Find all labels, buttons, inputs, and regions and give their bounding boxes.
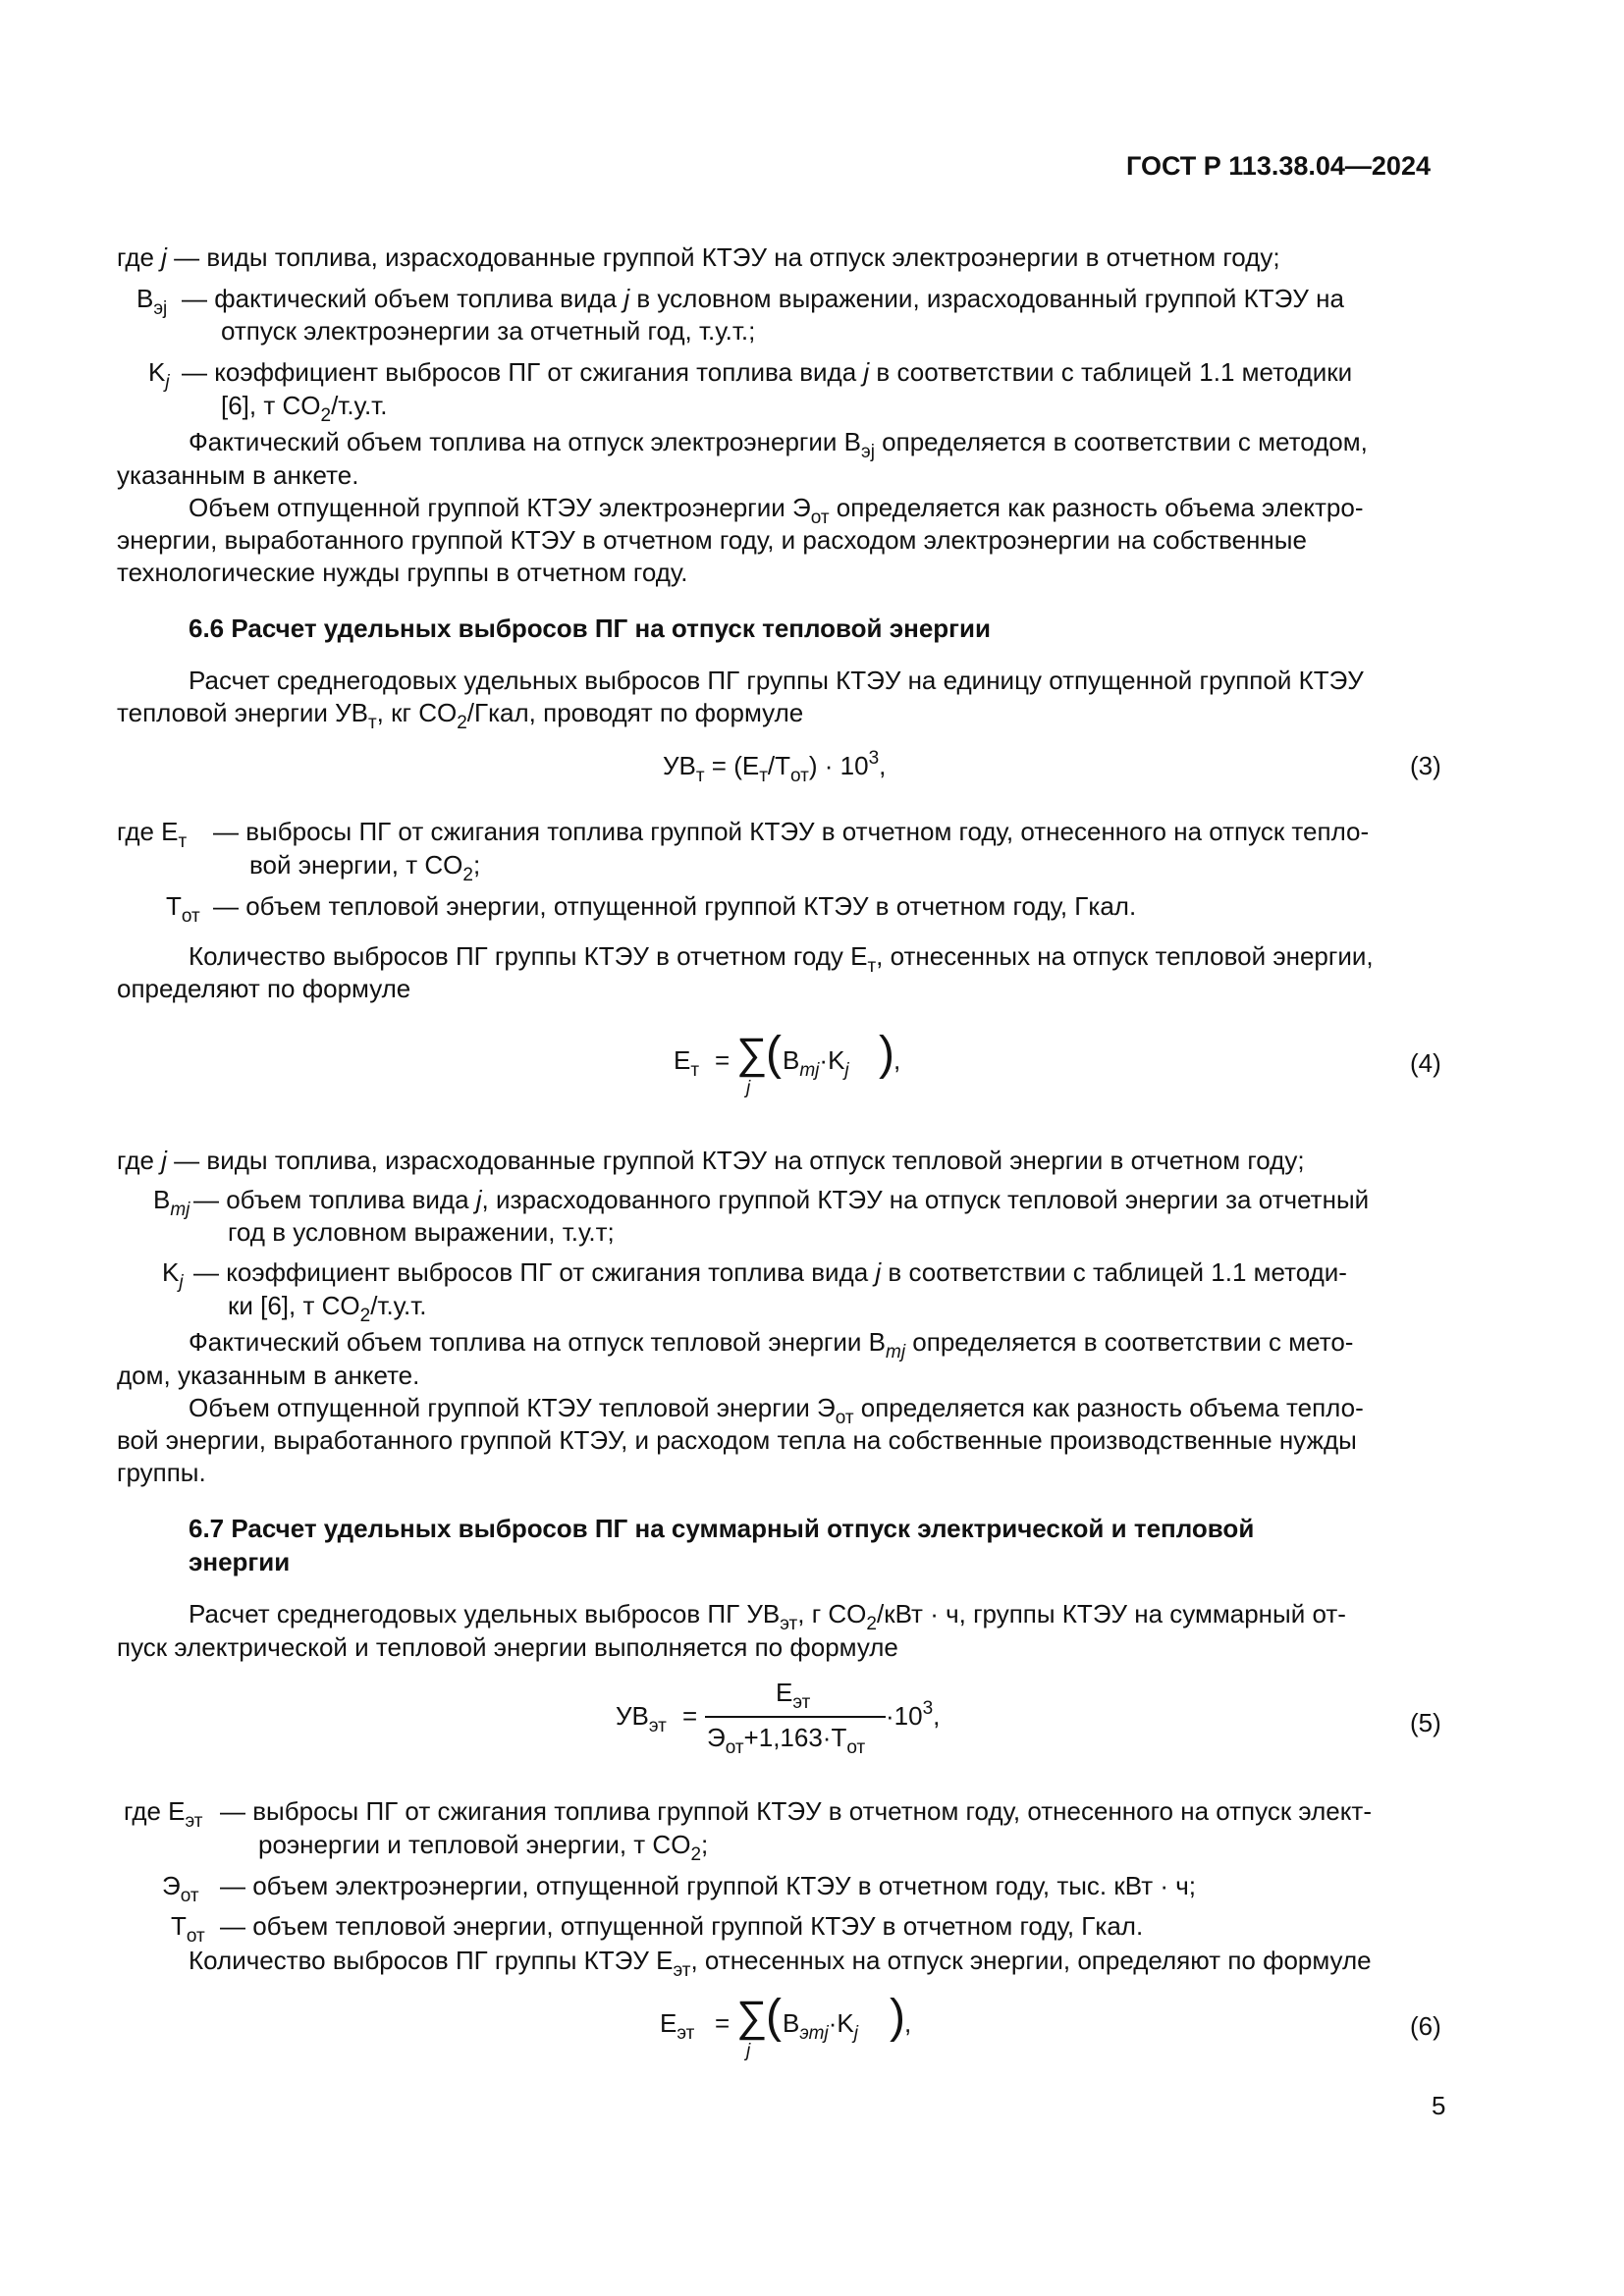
t-ot-definition: $T_{от}$ — [166, 891, 200, 927]
t-ot-text-2: — объем тепловой энергии, отпущенной группой КТЭУ в отчетном году, Гкал. — [220, 1911, 1144, 1941]
b-ej-definition: $B_{эj}$ — [136, 284, 168, 319]
volume-paragraph-1b: энергии, выработанного группой КТЭУ в отчетном году, и расходом электроэнергии на собственные — [117, 525, 1307, 555]
where-j-line: где j — виды топлива, израсходованные группой КТЭУ на отпуск электроэнергии в отчетном году; — [117, 242, 1280, 272]
e-et-definition: где $E_{эт}$ — [124, 1796, 203, 1832]
t-ot-text: — объем тепловой энергии, отпущенной группой КТЭУ в отчетном году, Гкал. — [213, 891, 1137, 921]
where-j-line-2: где j — виды топлива, израсходованные группой КТЭУ на отпуск тепловой энергии в отчетном году; — [117, 1146, 1305, 1175]
sigma-symbol-2: ∑ — [736, 1993, 768, 2041]
s67-intro-2: пуск электрической и тепловой энергии выполняется по формуле — [117, 1632, 898, 1662]
volume-paragraph-2: Объем отпущенной группой КТЭУ тепловой энергии $Э_{от}$ определяется как разность объема тепло- — [189, 1393, 1364, 1428]
e-ot-text: — объем электроэнергии, отпущенной группой КТЭУ в отчетном году, тыс. кВт · ч; — [220, 1871, 1196, 1900]
volume-paragraph-2b: вой энергии, выработанного группой КТЭУ, и расходом тепла на собственные производственные нужды — [117, 1425, 1357, 1455]
e-t-definition: где $E_т$ — [117, 817, 188, 852]
fact-paragraph-1b: указанным в анкете. — [117, 460, 359, 490]
volume-paragraph-1: Объем отпущенной группой КТЭУ электроэнергии $Э_{от}$ определяется как разность объема электро- — [189, 493, 1364, 528]
k-tj-definition: $K_j$ — [162, 1257, 184, 1293]
k-tj-text: — коэффициент выбросов ПГ от сжигания топлива вида j в соответствии с таблицей 1.1 методи- — [193, 1257, 1347, 1287]
fraction-bar — [705, 1716, 886, 1718]
volume-paragraph-1c: технологические нужды группы в отчетном году. — [117, 558, 688, 587]
b-ej-text-2: отпуск электроэнергии за отчетный год, т.у.т.; — [221, 316, 756, 346]
k-j-text-2: [6], т $CO_2/т.у.т$. — [221, 391, 388, 426]
formula-4-number: (4) — [1410, 1048, 1441, 1078]
b-ej-text: — фактический объем топлива вида j в условном выражении, израсходованный группой КТЭУ на — [182, 284, 1344, 313]
section-6-7-heading: 6.7 Расчет удельных выбросов ПГ на суммарный отпуск электрической и тепловой — [189, 1514, 1255, 1543]
fact-paragraph-1: Фактический объем топлива на отпуск электроэнергии $B_{эj}$ определяется в соответствии с методом, — [189, 427, 1368, 462]
t-ot-definition-2: $T_{от}$ — [171, 1911, 205, 1947]
s66-intro-2: тепловой энергии $УВ_т$, кг $CO_2$/Гкал, проводят по формуле — [117, 698, 804, 733]
volume-paragraph-2c: группы. — [117, 1458, 206, 1487]
formula-6-number: (6) — [1410, 2011, 1441, 2041]
k-j-text: — коэффициент выбросов ПГ от сжигания топлива вида j в соответствии с таблицей 1.1 методики — [182, 357, 1353, 387]
s66-intro-1: Расчет среднегодовых удельных выбросов ПГ группы КТЭУ на единицу отпущенной группой КТЭУ — [189, 666, 1364, 695]
e-et-text: — выбросы ПГ от сжигания топлива группой КТЭУ в отчетном году, отнесенного на отпуск элект- — [220, 1796, 1372, 1826]
b-tj-definition: $B_{тj}$ — [153, 1185, 190, 1220]
section-6-7-heading-2: энергии — [189, 1547, 291, 1576]
b-tj-text: — объем топлива вида j, израсходованного группой КТЭУ на отпуск тепловой энергии за отчетный — [193, 1185, 1370, 1214]
section-6-6-heading: 6.6 Расчет удельных выбросов ПГ на отпуск тепловой энергии — [189, 614, 991, 643]
k-j-definition: $K_j$ — [148, 357, 170, 393]
e-et-text-2: роэнергии и тепловой энергии, т $CO_2$; — [258, 1830, 709, 1865]
e-t-text: — выбросы ПГ от сжигания топлива группой КТЭУ в отчетном году, отнесенного на отпуск тепло- — [213, 817, 1370, 846]
k-tj-text-2: ки [6], т $CO_2/т.у.т$. — [228, 1291, 427, 1326]
page-number: 5 — [1432, 2091, 1446, 2120]
b-tj-text-2: год в условном выражении, т.у.т; — [228, 1217, 615, 1247]
fact-paragraph-2b: дом, указанным в анкете. — [117, 1361, 420, 1390]
document-page: ГОСТ Р 113.38.04—2024 где j — виды топлива, израсходованные группой КТЭУ на отпуск электроэнергии в отчетном году; $B_{эj}$ — фактический объем топлива вида j в условном выражении, израсходованный группой КТЭУ на отпуск электроэнергии за отчетный год, т.у.т.; $K_j$ — коэффициент выбросов ПГ от сжигания топлива вида j в соответствии с таблицей 1.1 методики [6], т $CO_2/т.у.т$. Фактический объем топлива на отпуск электроэнергии $B_{эj}$ определяется в соответствии с методом, указанным в анкете. Объем отпущенной группой КТЭУ электроэнергии $Э_{от}$ определяется как разность объема электро- энергии, выработанного группой КТЭУ в отчетном году, и расходом электроэнергии на собственные технологические нужды группы в отчетном году. 6.6 Расчет удельных выбросов ПГ на отпуск тепловой энергии Расчет среднегодовых удельных выбросов ПГ группы КТЭУ на единицу отпущенной группой КТЭУ тепловой энергии $УВ_т$, кг $CO_2$/Гкал, проводят по формуле $УВ_т = (E_т/T_{от}) \cdot 10^3$, (3) где $E_т$ — выбросы ПГ от сжигания топлива группой КТЭУ в отчетном году, отнесенного на отпуск тепло- вой энергии, т $CO_2$; $T_{от}$ — объем тепловой энергии, отпущенной группой КТЭУ в отчетном году, Гкал. Количество выбросов ПГ группы КТЭУ в отчетном году $E_т$, отнесенных на отпуск тепловой энергии, определяют по формуле $E_т$ = ∑ j ( $B_{тj}\cdot K_j$ ) , (4) где j — виды топлива, израсходованные группой КТЭУ на отпуск тепловой энергии в отчетном году; $B_{тj}$ — объем топлива вида j, израсходованного группой КТЭУ на отпуск тепловой энергии за отчетный год в условном выражении, т.у.т; $K_j$ — коэффициент выбросов ПГ от сжигания топлива вида j в соответствии с таблицей 1.1 методи- ки [6], т $CO_2/т.у.т$. Фактический объем топлива на отпуск тепловой энергии $B_{тj}$ определяется в соответствии с мето- дом, указанным в анкете. Объем отпущенной группой КТЭУ тепловой энергии $Э_{от}$ определяется как разность объема тепло- вой энергии, выработанного группой КТЭУ, и расходом тепла на собственные производственные нужды группы. 6.7 Расчет удельных выбросов ПГ на суммарный отпуск электрической и тепловой энергии Расчет среднегодовых удельных выбросов ПГ $УВ_{эт}$, г $CO_2$/кВт · ч, группы КТЭУ на суммарный от- пуск электрической и тепловой энергии выполняется по формуле $УВ_{эт}$ = $E_{эт}$ $Э_{от}+1,163\cdot T_{от}$ $\cdot 10^3$, (5) где $E_{эт}$ — выбросы ПГ от сжигания топлива группой КТЭУ в отчетном году, отнесенного на отпуск элект- роэнергии и тепловой энергии, т $CO_2$; $Э_{от}$ — объем электроэнергии, отпущенной группой КТЭУ в отчетном году, тыс. кВт · ч; $T_{от}$ — объем тепловой энергии, отпущенной группой КТЭУ в отчетном году, Гкал. Количество выбросов ПГ группы КТЭУ $E_{эт}$, отнесенных на отпуск энергии, определяют по формуле $E_{эт}$ = ∑ j ( $B_{этj}\cdot K_j$ ) , (6) 5 — [117, 151, 1446, 2120]
document-header-id: ГОСТ Р 113.38.04—2024 — [1126, 151, 1431, 181]
sigma-symbol: ∑ — [736, 1030, 768, 1078]
fact-paragraph-2: Фактический объем топлива на отпуск тепловой энергии $B_{тj}$ определяется в соответствии с мето- — [189, 1327, 1354, 1362]
formula-3: $УВ_т = (E_т/T_{от}) \cdot 10^3$, — [663, 748, 887, 786]
formula-3-number: (3) — [1410, 751, 1441, 780]
s66-qty-1: Количество выбросов ПГ группы КТЭУ в отчетном году $E_т$, отнесенных на отпуск тепловой энергии, — [189, 941, 1374, 977]
e-t-text-2: вой энергии, т $CO_2$; — [249, 850, 481, 885]
s67-intro-1: Расчет среднегодовых удельных выбросов ПГ $УВ_{эт}$, г $CO_2$/кВт · ч, группы КТЭУ на суммарный от- — [189, 1599, 1346, 1634]
s66-qty-2: определяют по формуле — [117, 974, 411, 1003]
e-ot-definition: $Э_{от}$ — [162, 1871, 199, 1906]
formula-5-number: (5) — [1410, 1708, 1441, 1737]
s67-qty: Количество выбросов ПГ группы КТЭУ $E_{эт}$, отнесенных на отпуск энергии, определяют по формуле — [189, 1946, 1372, 1981]
